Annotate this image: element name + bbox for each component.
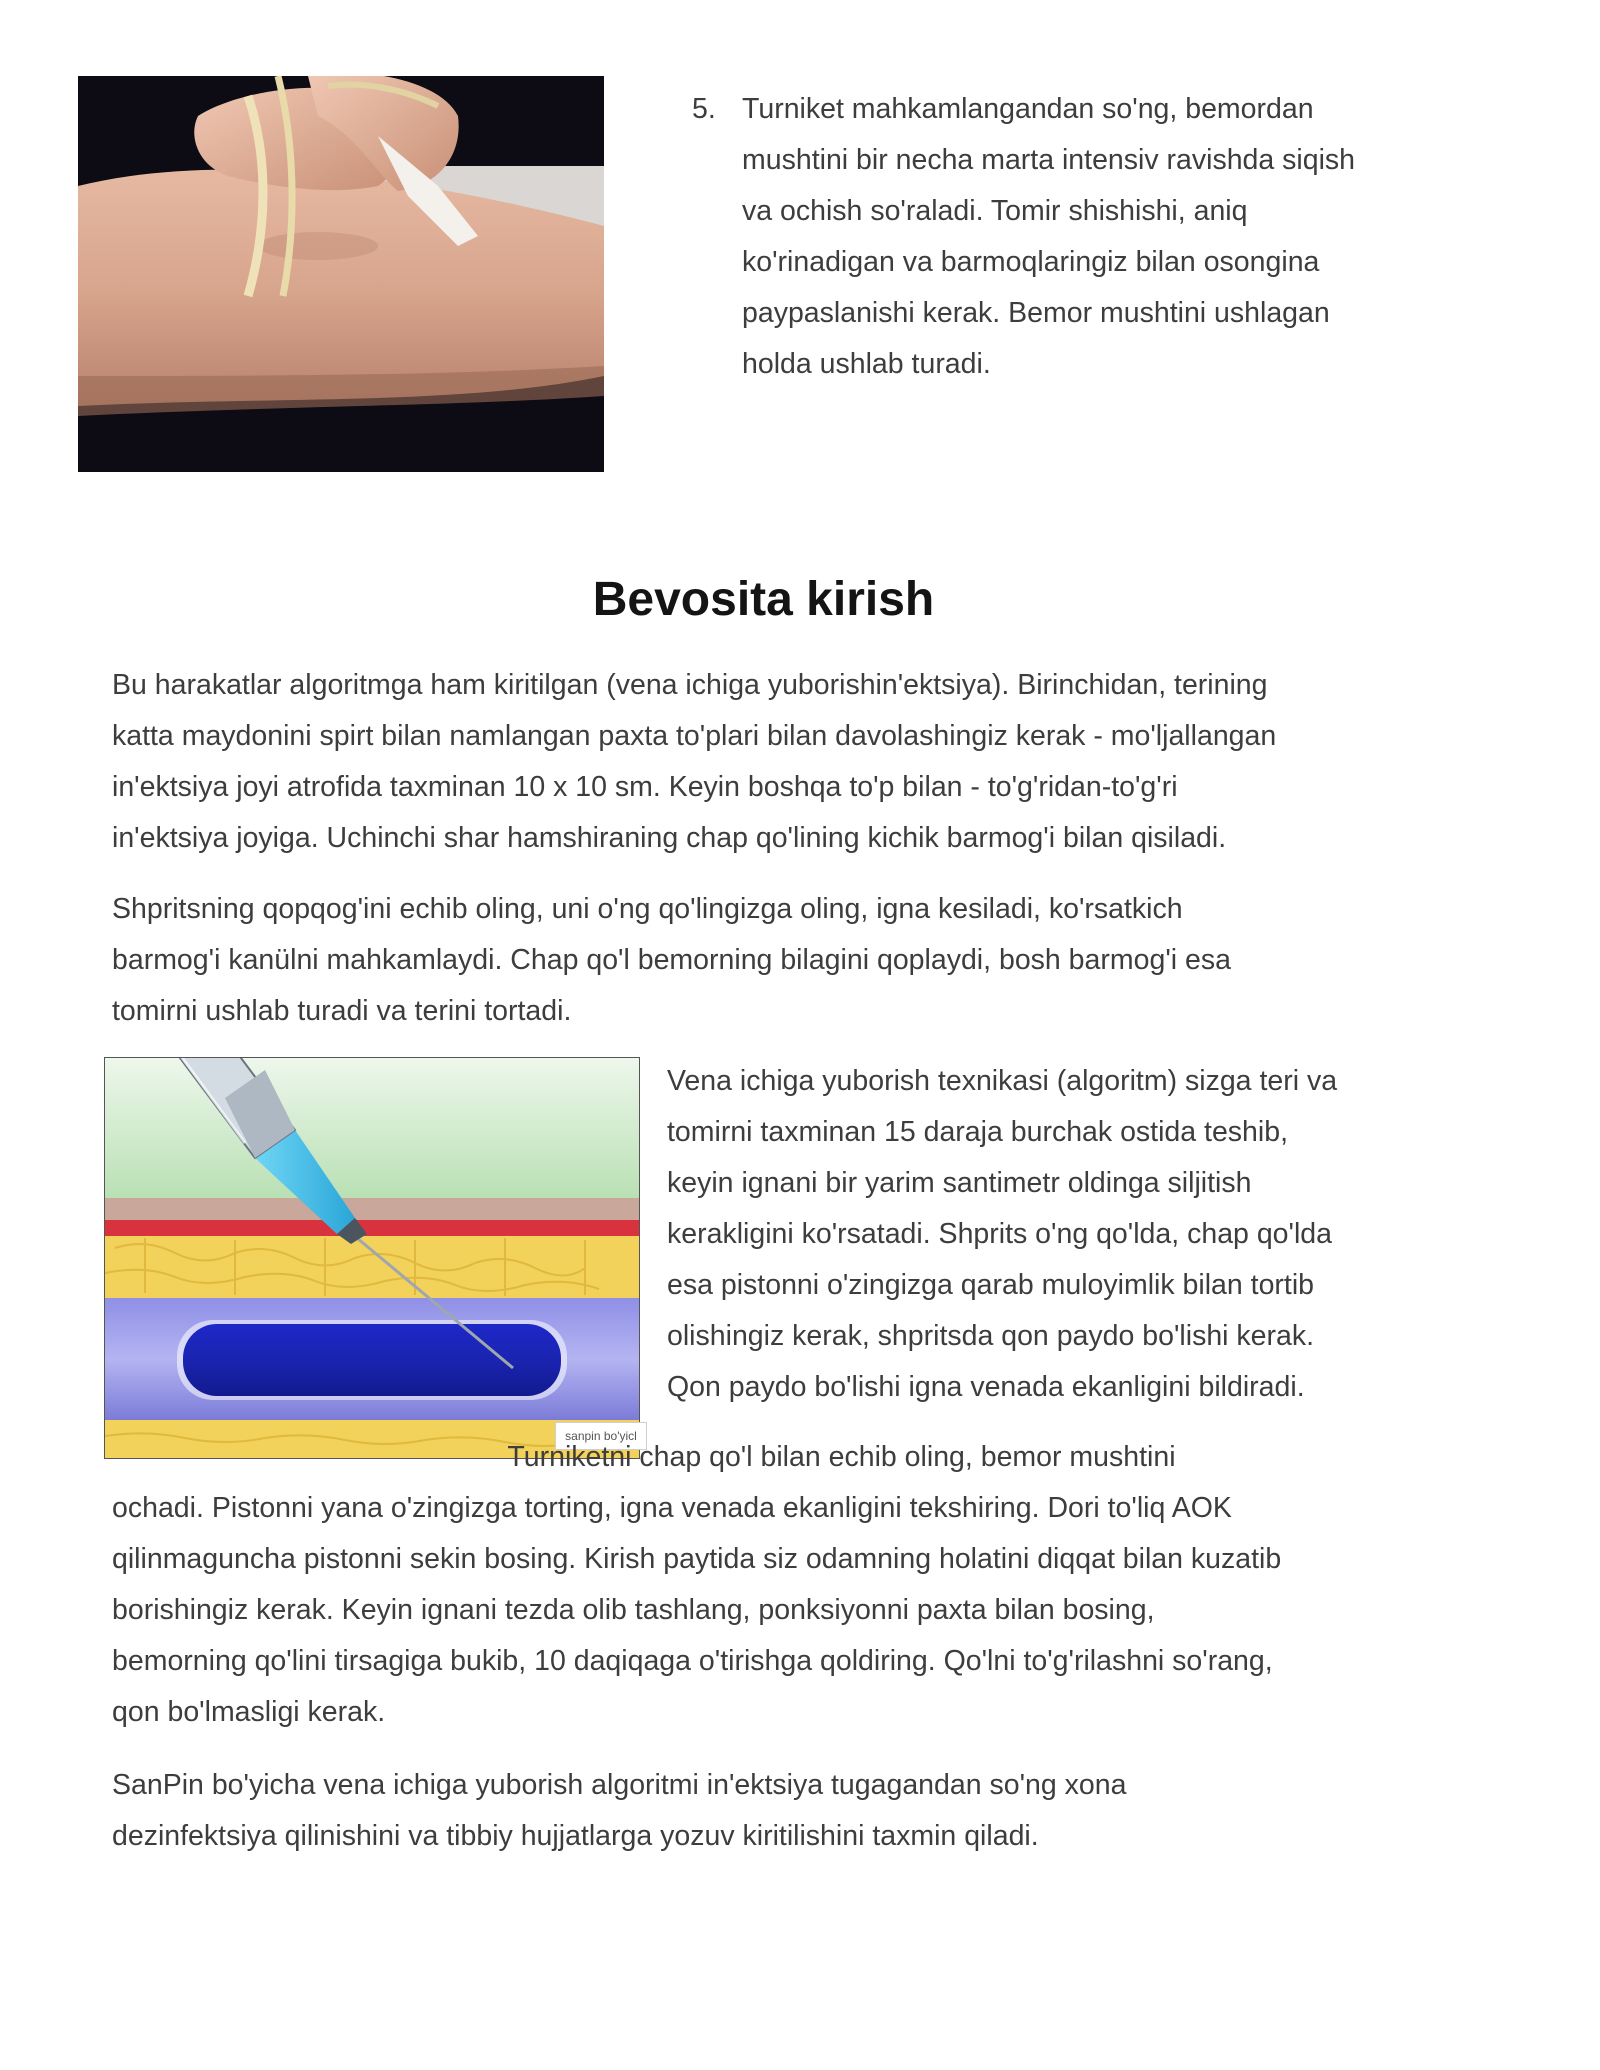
paragraph-line: dezinfektsiya qilinishini va tibbiy hujjatlarga yozuv kiritilishini taxmin qiladi. (112, 1820, 1039, 1852)
paragraph-2 (112, 884, 1432, 1037)
step-number: 5. (692, 93, 716, 125)
injection-diagram (105, 1058, 639, 1458)
paragraph-line: Turniketni chap qo'l bilan echib oling, bemor mushtini (112, 1441, 1176, 1473)
step-line: va ochish so'raladi. Tomir shishishi, aniq (742, 195, 1248, 227)
section-heading: Bevosita kirish (592, 573, 935, 626)
step-line: ko'rinadigan va barmoqlaringiz bilan osongina (742, 246, 1320, 278)
paragraph-line: tomirni ushlab turadi va terini tortadi. (112, 995, 572, 1027)
step-line: holda ushlab turadi. (742, 348, 991, 380)
tourniquet-arm-photo (78, 76, 604, 472)
step-line: paypaslanishi kerak. Bemor mushtini ushlagan (742, 297, 1330, 329)
paragraph-line: SanPin bo'yicha vena ichiga yuborish algoritmi in'ektsiya tugagandan so'ng xona (112, 1769, 1127, 1801)
list-item (692, 84, 1412, 390)
paragraph-line: barmog'i kanülni mahkamlaydi. Chap qo'l bemorning bilagini qoplaydi, bosh barmog'i esa (112, 944, 1231, 976)
paragraph-line: qon bo'lmasligi kerak. (112, 1696, 386, 1728)
paragraph-line: keyin ignani bir yarim santimetr oldinga siljitish (667, 1167, 1252, 1199)
paragraph-line: in'ektsiya joyiga. Uchinchi shar hamshiraning chap qo'lining kichik barmog'i bilan qisiladi. (112, 822, 1227, 854)
paragraph-line: Shpritsning qopqog'ini echib oling, uni o'ng qo'lingizga oling, igna kesiladi, ko'rsatkich (112, 893, 1183, 925)
paragraph-line: Qon paydo bo'lishi igna venada ekanligini bildiradi. (667, 1371, 1305, 1403)
paragraph-4 (112, 1432, 1432, 1738)
paragraph-line: tomirni taxminan 15 daraja burchak ostida teshib, (667, 1116, 1289, 1148)
step-line: Turniket mahkamlangandan so'ng, bemordan (742, 93, 1314, 125)
paragraph-line: katta maydonini spirt bilan namlangan paxta to'plari bilan davolashingiz kerak - mo'ljallangan (112, 720, 1277, 752)
paragraph-line: kerakligini ko'rsatadi. Shprits o'ng qo'lda, chap qo'lda (667, 1218, 1332, 1250)
paragraph-line: in'ektsiya joyi atrofida taxminan 10 x 10 sm. Keyin boshqa to'p bilan - to'g'ridan-to'g'ri (112, 771, 1178, 803)
arm-photo-drawing (78, 76, 604, 472)
paragraph-line: Vena ichiga yuborish texnikasi (algoritm) sizga teri va (667, 1065, 1338, 1097)
paragraph-1 (112, 660, 1432, 864)
step-list (692, 84, 1412, 390)
injection-illustration (104, 1057, 640, 1459)
paragraph-line: qilinmaguncha pistonni sekin bosing. Kirish paytida siz odamning holatini diqqat bilan kuzatib (112, 1543, 1282, 1575)
paragraph-line: borishingiz kerak. Keyin ignani tezda olib tashlang, ponksiyonni paxta bilan bosing, (112, 1594, 1155, 1626)
illustration-watermark: sanpin bo'yicl (555, 1422, 647, 1450)
paragraph-line: olishingiz kerak, shpritsda qon paydo bo'lishi kerak. (667, 1320, 1315, 1352)
paragraph-line: bemorning qo'lini tirsagiga bukib, 10 daqiqaga o'tirishga qoldiring. Qo'lni to'g'rilashni so'rang, (112, 1645, 1273, 1677)
paragraph-5 (112, 1760, 1432, 1862)
step-line: mushtini bir necha marta intensiv ravishda siqish (742, 144, 1356, 176)
paragraph-3 (667, 1056, 1427, 1413)
paragraph-line: esa pistonni o'zingizga qarab muloyimlik bilan tortib (667, 1269, 1315, 1301)
paragraph-line: ochadi. Pistonni yana o'zingizga torting, igna venada ekanligini tekshiring. Dori to'liq AOK (112, 1492, 1232, 1524)
paragraph-line: Bu harakatlar algoritmga ham kiritilgan (vena ichiga yuborishin'ektsiya). Birinchidan, terining (112, 669, 1268, 701)
